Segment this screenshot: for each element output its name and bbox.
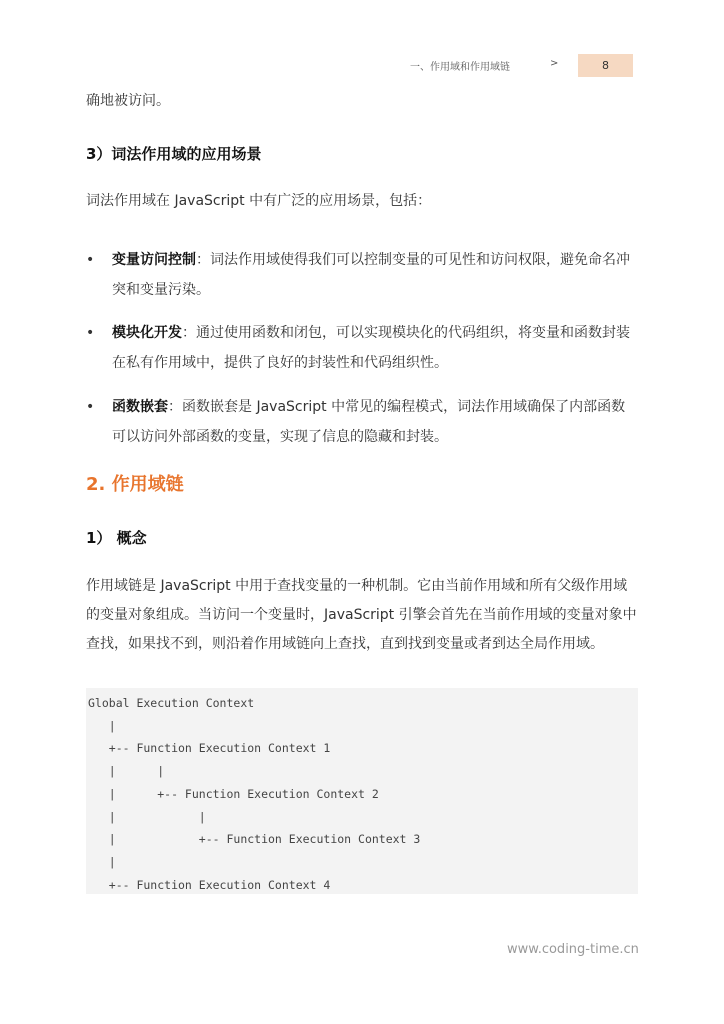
list-item <box>86 318 638 378</box>
scenarios-intro: 词法作用域在 JavaScript 中有广泛的应用场景，包括： <box>86 193 432 209</box>
code-content: Global Execution Context | +-- Function Execution Context 1 | | | +-- Function Execution Context 2 | | | +-- Function Execution Context 3 | +-- Function Execution Context 4 <box>88 696 421 892</box>
bullet-text: ：通过使用函数和闭包，可以实现模块化的代码组织，将变量和函数封装在私有作用域中，提供了良好的封装性和代码组织性。 <box>112 325 630 371</box>
header-arrow: > <box>550 58 559 69</box>
footer-url: www.coding-time.cn <box>507 942 639 957</box>
concept-paragraph: 作用域链是 JavaScript 中用于查找变量的一种机制。它由当前作用域和所有父级作用域的变量对象组成。当访问一个变量时，JavaScript 引擎会首先在当前作用域的变量对象中查找，如果找不到，则沿着作用域链向上查找，直到找到变量或者到达全局作用域。 <box>86 578 637 652</box>
page-number: 8 <box>578 54 633 77</box>
intro-tail: 确地被访问。 <box>86 93 170 109</box>
header-section-title: 一、作用域和作用域链 <box>410 62 510 73</box>
code-block <box>86 688 638 894</box>
bullet-term: 函数嵌套 <box>112 399 168 415</box>
bullet-marker: • <box>86 252 95 268</box>
bullet-term: 模块化开发 <box>112 325 182 341</box>
heading-concept: 1） 概念 <box>86 529 147 547</box>
bullet-marker: • <box>86 325 95 341</box>
heading-lexical-scope-scenarios: 3）词法作用域的应用场景 <box>86 145 262 163</box>
bullet-term: 变量访问控制 <box>112 252 196 268</box>
list-item <box>86 392 638 452</box>
bullet-text: ：词法作用域使得我们可以控制变量的可见性和访问权限，避免命名冲突和变量污染。 <box>112 252 630 298</box>
list-item <box>86 245 638 305</box>
section-title-scope-chain: 2. 作用域链 <box>86 474 184 495</box>
bullet-marker: • <box>86 399 95 415</box>
bullet-text: ：函数嵌套是 JavaScript 中常见的编程模式，词法作用域确保了内部函数可以访问外部函数的变量，实现了信息的隐藏和封装。 <box>112 399 626 445</box>
